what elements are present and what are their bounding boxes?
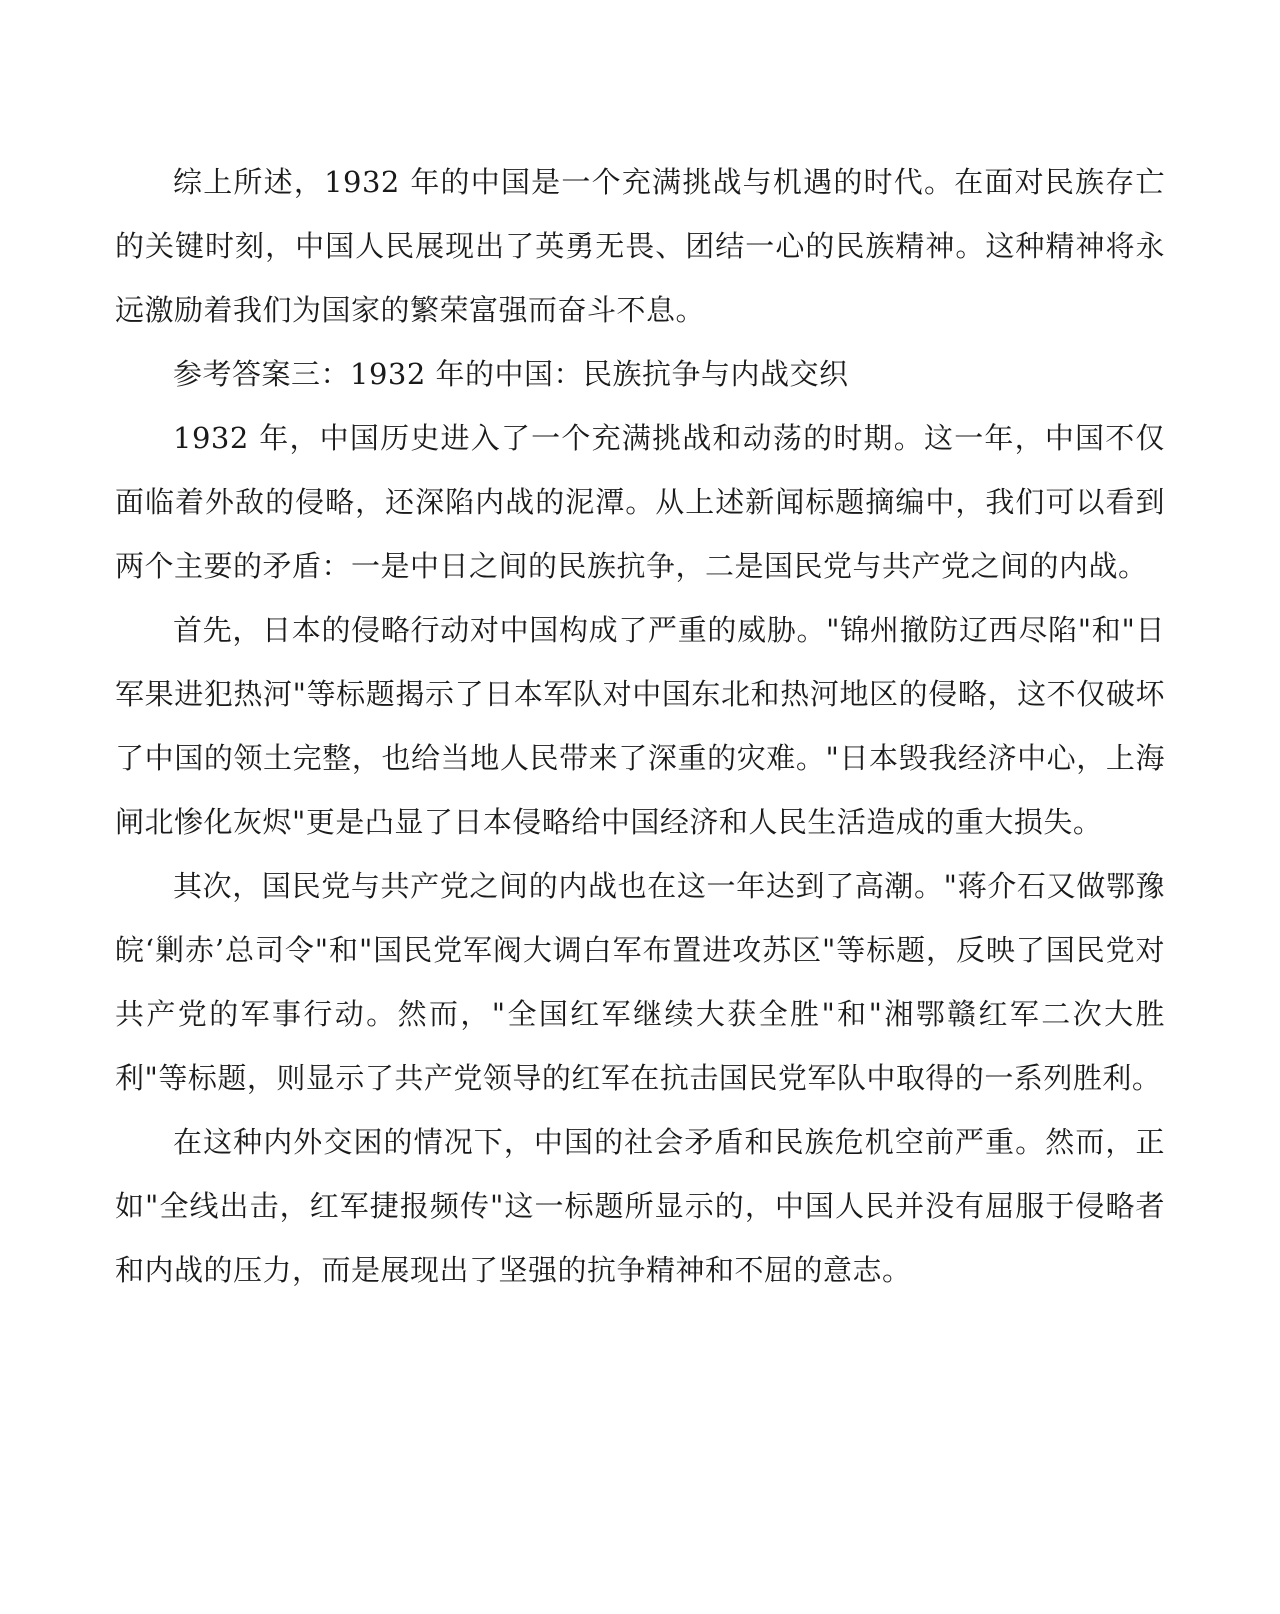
paragraph-intro: 1932 年，中国历史进入了一个充满挑战和动荡的时期。这一年，中国不仅面临着外敌的侵略，还深陷内战的泥潭。从上述新闻标题摘编中，我们可以看到两个主要的矛盾：一是中日之间的民族抗争，二是国民党与共产党之间的内战。 [115, 421, 1165, 583]
paragraph-summary: 综上所述，1932 年的中国是一个充满挑战与机遇的时代。在面对民族存亡的关键时刻，中国人民展现出了英勇无畏、团结一心的民族精神。这种精神将永远激励着我们为国家的繁荣富强而奋斗不息。 [115, 165, 1165, 327]
paragraph-conclusion: 在这种内外交困的情况下，中国的社会矛盾和民族危机空前严重。然而，正如"全线出击，红军捷报频传"这一标题所显示的，中国人民并没有屈服于侵略者和内战的压力，而是展现出了坚强的抗争精神和不屈的意志。 [115, 1125, 1165, 1287]
paragraph-japan-invasion: 首先，日本的侵略行动对中国构成了严重的威胁。"锦州撤防辽西尽陷"和"日军果进犯热河"等标题揭示了日本军队对中国东北和热河地区的侵略，这不仅破坏了中国的领土完整，也给当地人民带来了深重的灾难。"日本毁我经济中心，上海闸北惨化灰烬"更是凸显了日本侵略给中国经济和人民生活造成的重大损失。 [115, 613, 1165, 839]
document-page [115, 150, 1165, 1302]
paragraph-civil-war: 其次，国民党与共产党之间的内战也在这一年达到了高潮。"蒋介石又做鄂豫皖‘剿赤’总司令"和"国民党军阀大调白军布置进攻苏区"等标题，反映了国民党对共产党的军事行动。然而，"全国红军继续大获全胜"和"湘鄂赣红军二次大胜利"等标题，则显示了共产党领导的红军在抗击国民党军队中取得的一系列胜利。 [115, 869, 1165, 1095]
paragraph-heading-answer-three: 参考答案三：1932 年的中国：民族抗争与内战交织 [173, 357, 849, 391]
